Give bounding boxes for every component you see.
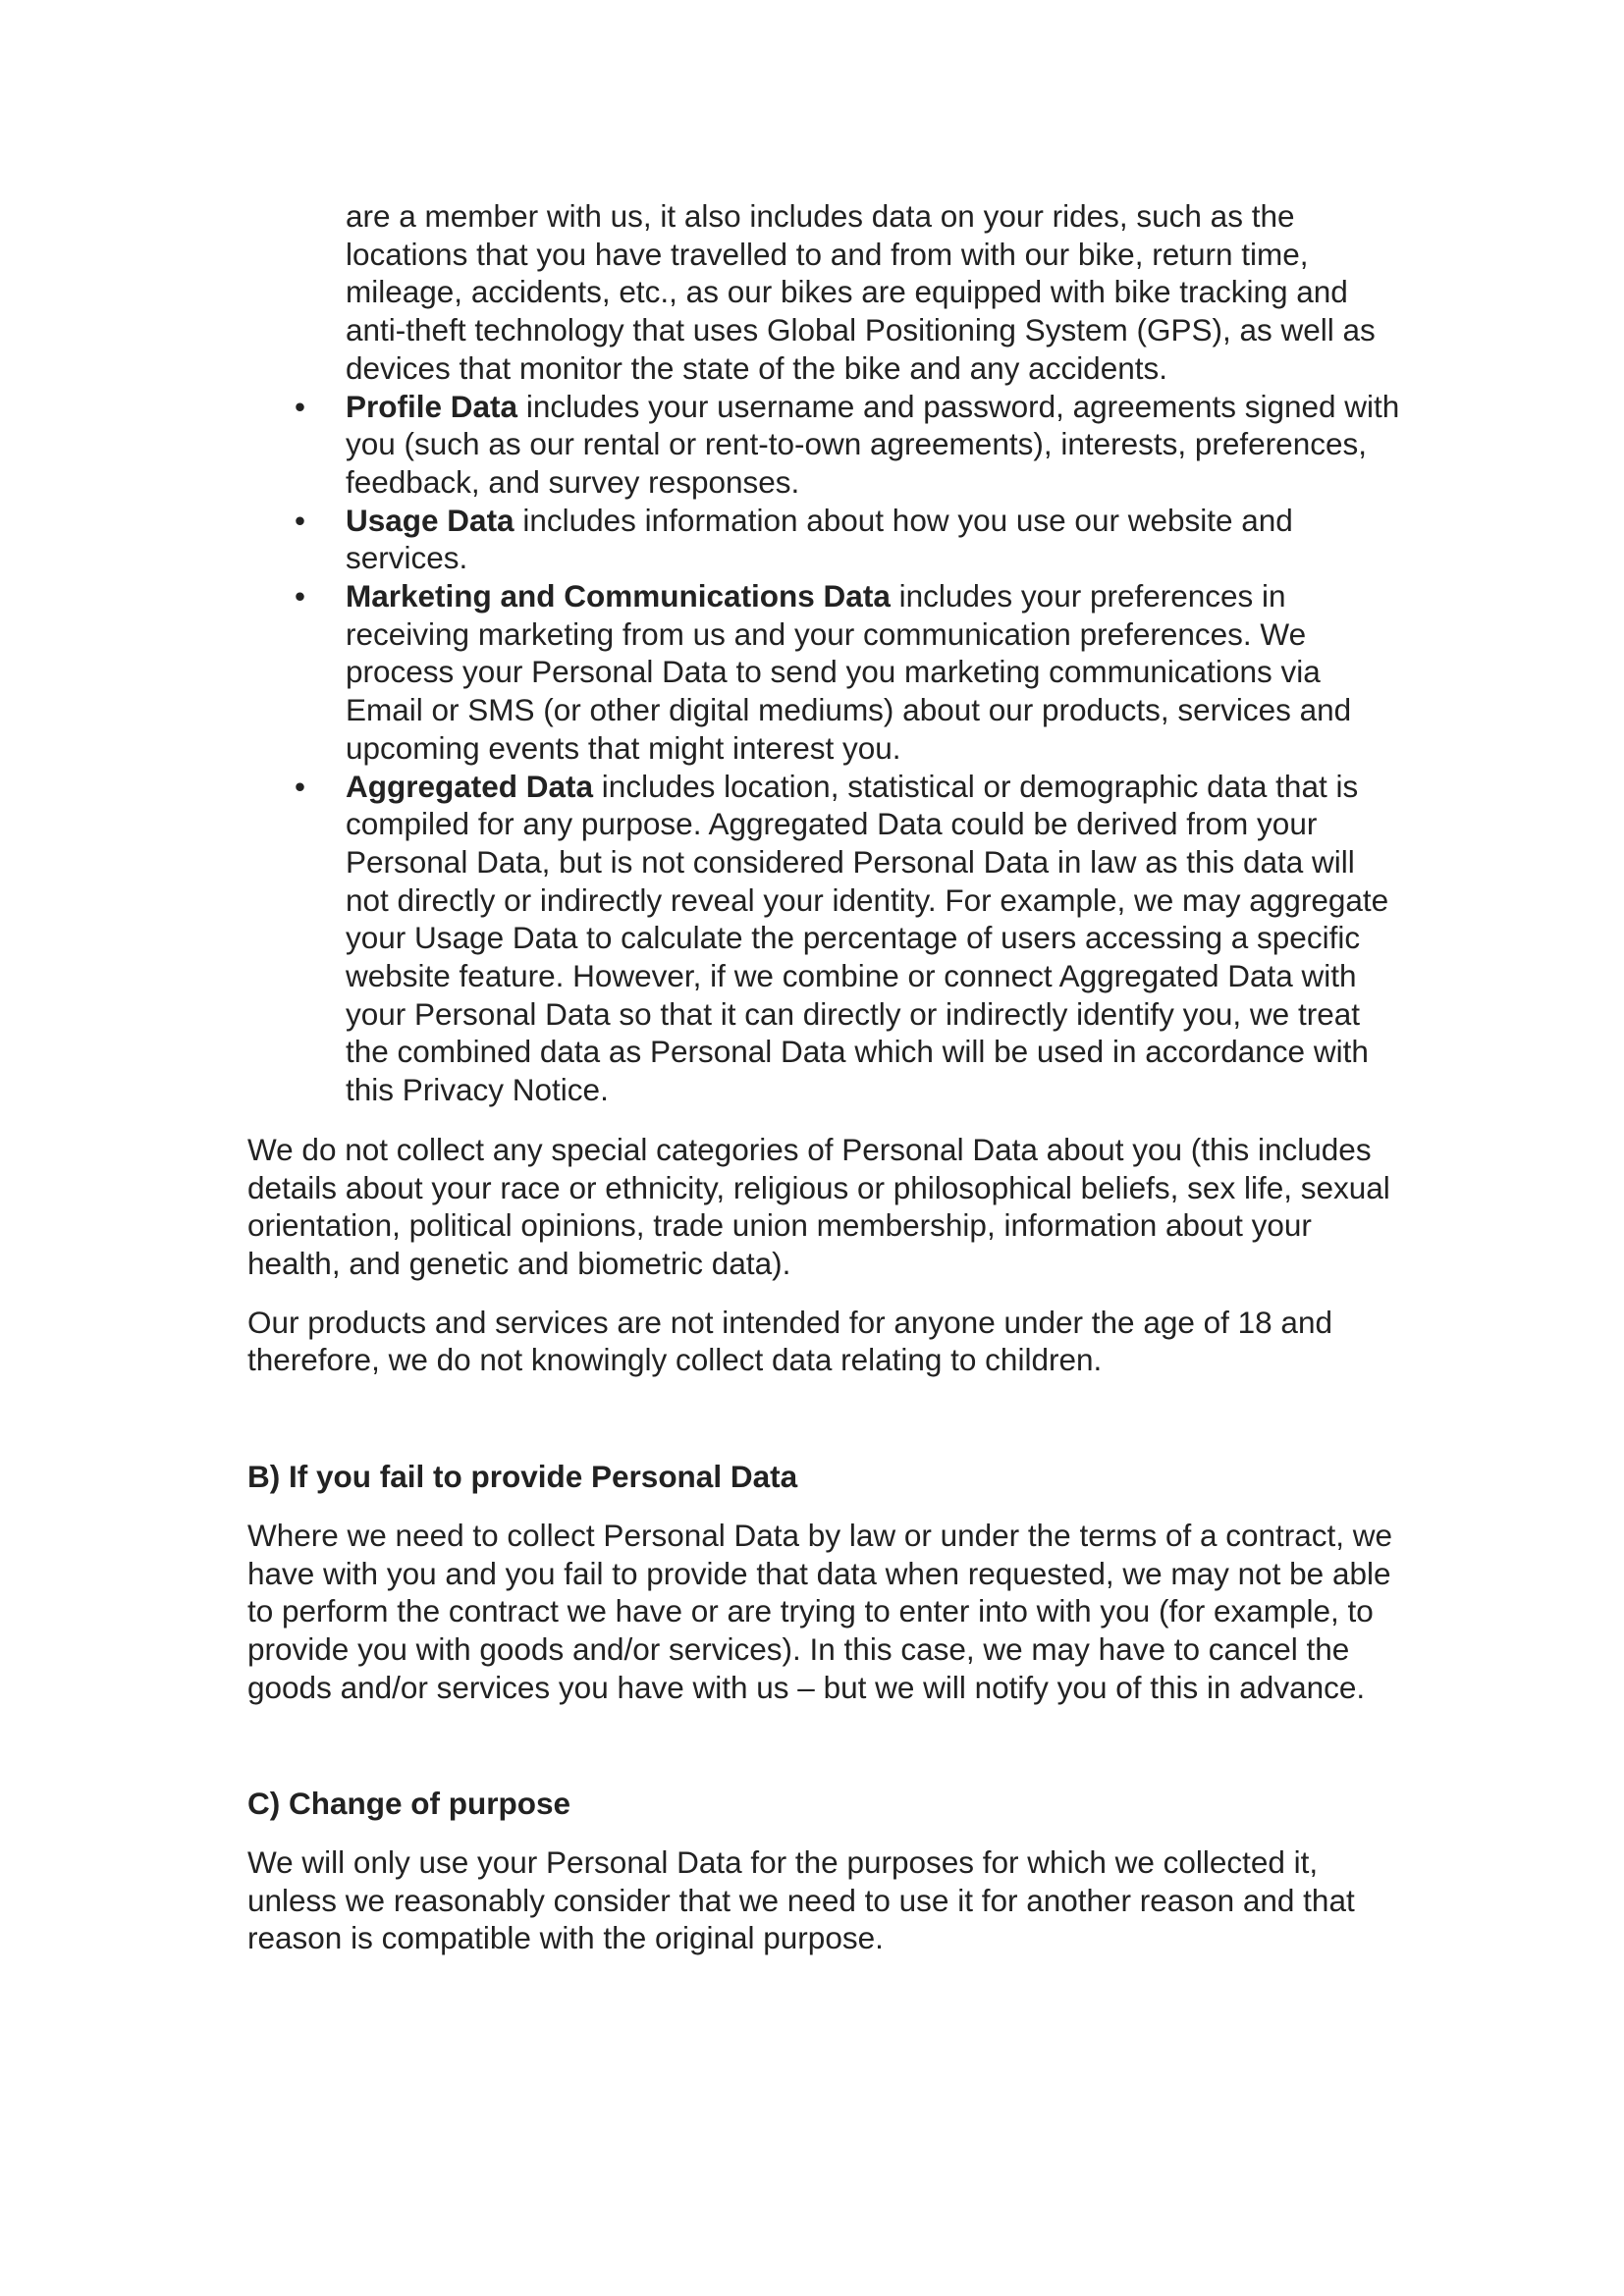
list-item-profile-data [247, 388, 1406, 502]
list-item-text: includes location, statistical or demographic data that is compiled for any purpose. Aggregated Data could be derived from your Personal Data, but is not considered Personal Data in law as this data will not directly or indirectly reveal your identity. For example, we may aggregate your Usage Data to calculate the percentage of users accessing a specific website feature. However, if we combine or connect Aggregated Data with your Personal Data so that it can directly or indirectly identify you, we treat the combined data as Personal Data which will be used in accordance with this Privacy Notice. [346, 768, 1389, 1108]
list-item-continued [247, 197, 1406, 388]
bullet-icon: • [295, 578, 306, 614]
list-item-usage-data [247, 502, 1406, 577]
special-categories-paragraph: We do not collect any special categories of Personal Data about you (this includes details about your race or ethnicity, religious or philosophical beliefs, sex life, sexual orientation, political opinions, trade union membership, information about your health, and genetic and biometric data). [247, 1131, 1390, 1281]
list-item-term: Marketing and Communications Data [346, 578, 891, 614]
list-item-term: Profile Data [346, 388, 518, 424]
list-item-text: includes your preferences in receiving marketing from us and your communication preferences. We process your Personal Data to send you marketing communications via Email or SMS (or other digital mediums) about our products, services and upcoming events that might interest you. [346, 578, 1352, 766]
list-item-text: are a member with us, it also includes data on your rides, such as the locations that you have travelled to and from with our bike, return time, mileage, accidents, etc., as our bikes are equipped with bike tracking and anti-theft technology that uses Global Positioning System (GPS), as well as devices that monitor the state of the bike and any accidents. [346, 198, 1376, 386]
personal-data-types-list [247, 197, 1406, 1109]
section-c-body: We will only use your Personal Data for the purposes for which we collected it, unless we reasonably consider that we need to use it for another reason and that reason is compatible with the original purpose. [247, 1844, 1355, 1956]
list-item-text: includes your username and password, agreements signed with you (such as our rental or rent-to-own agreements), interests, preferences, feedback, and survey responses. [346, 388, 1400, 500]
bullet-icon: • [295, 388, 306, 424]
section-b-heading: B) If you fail to provide Personal Data [247, 1459, 798, 1495]
list-item-term: Usage Data [346, 502, 514, 538]
bullet-icon: • [295, 768, 306, 804]
list-item-text: includes information about how you use our website and services. [346, 502, 1293, 576]
children-paragraph: Our products and services are not intended for anyone under the age of 18 and therefore, we do not knowingly collect data relating to children. [247, 1304, 1332, 1378]
bullet-icon: • [295, 502, 306, 538]
list-item-aggregated-data [247, 768, 1406, 1109]
section-c-heading: C) Change of purpose [247, 1786, 570, 1822]
section-b-body: Where we need to collect Personal Data by law or under the terms of a contract, we have with you and you fail to provide that data when requested, we may not be able to perform the contract we have or are trying to enter into with you (for example, to provide you with goods and/or services). In this case, we may have to cancel the goods and/or services you have with us – but we will notify you of this in advance. [247, 1517, 1393, 1705]
document-page [247, 197, 1406, 1957]
list-item-marketing-data [247, 577, 1406, 768]
list-item-term: Aggregated Data [346, 768, 594, 804]
